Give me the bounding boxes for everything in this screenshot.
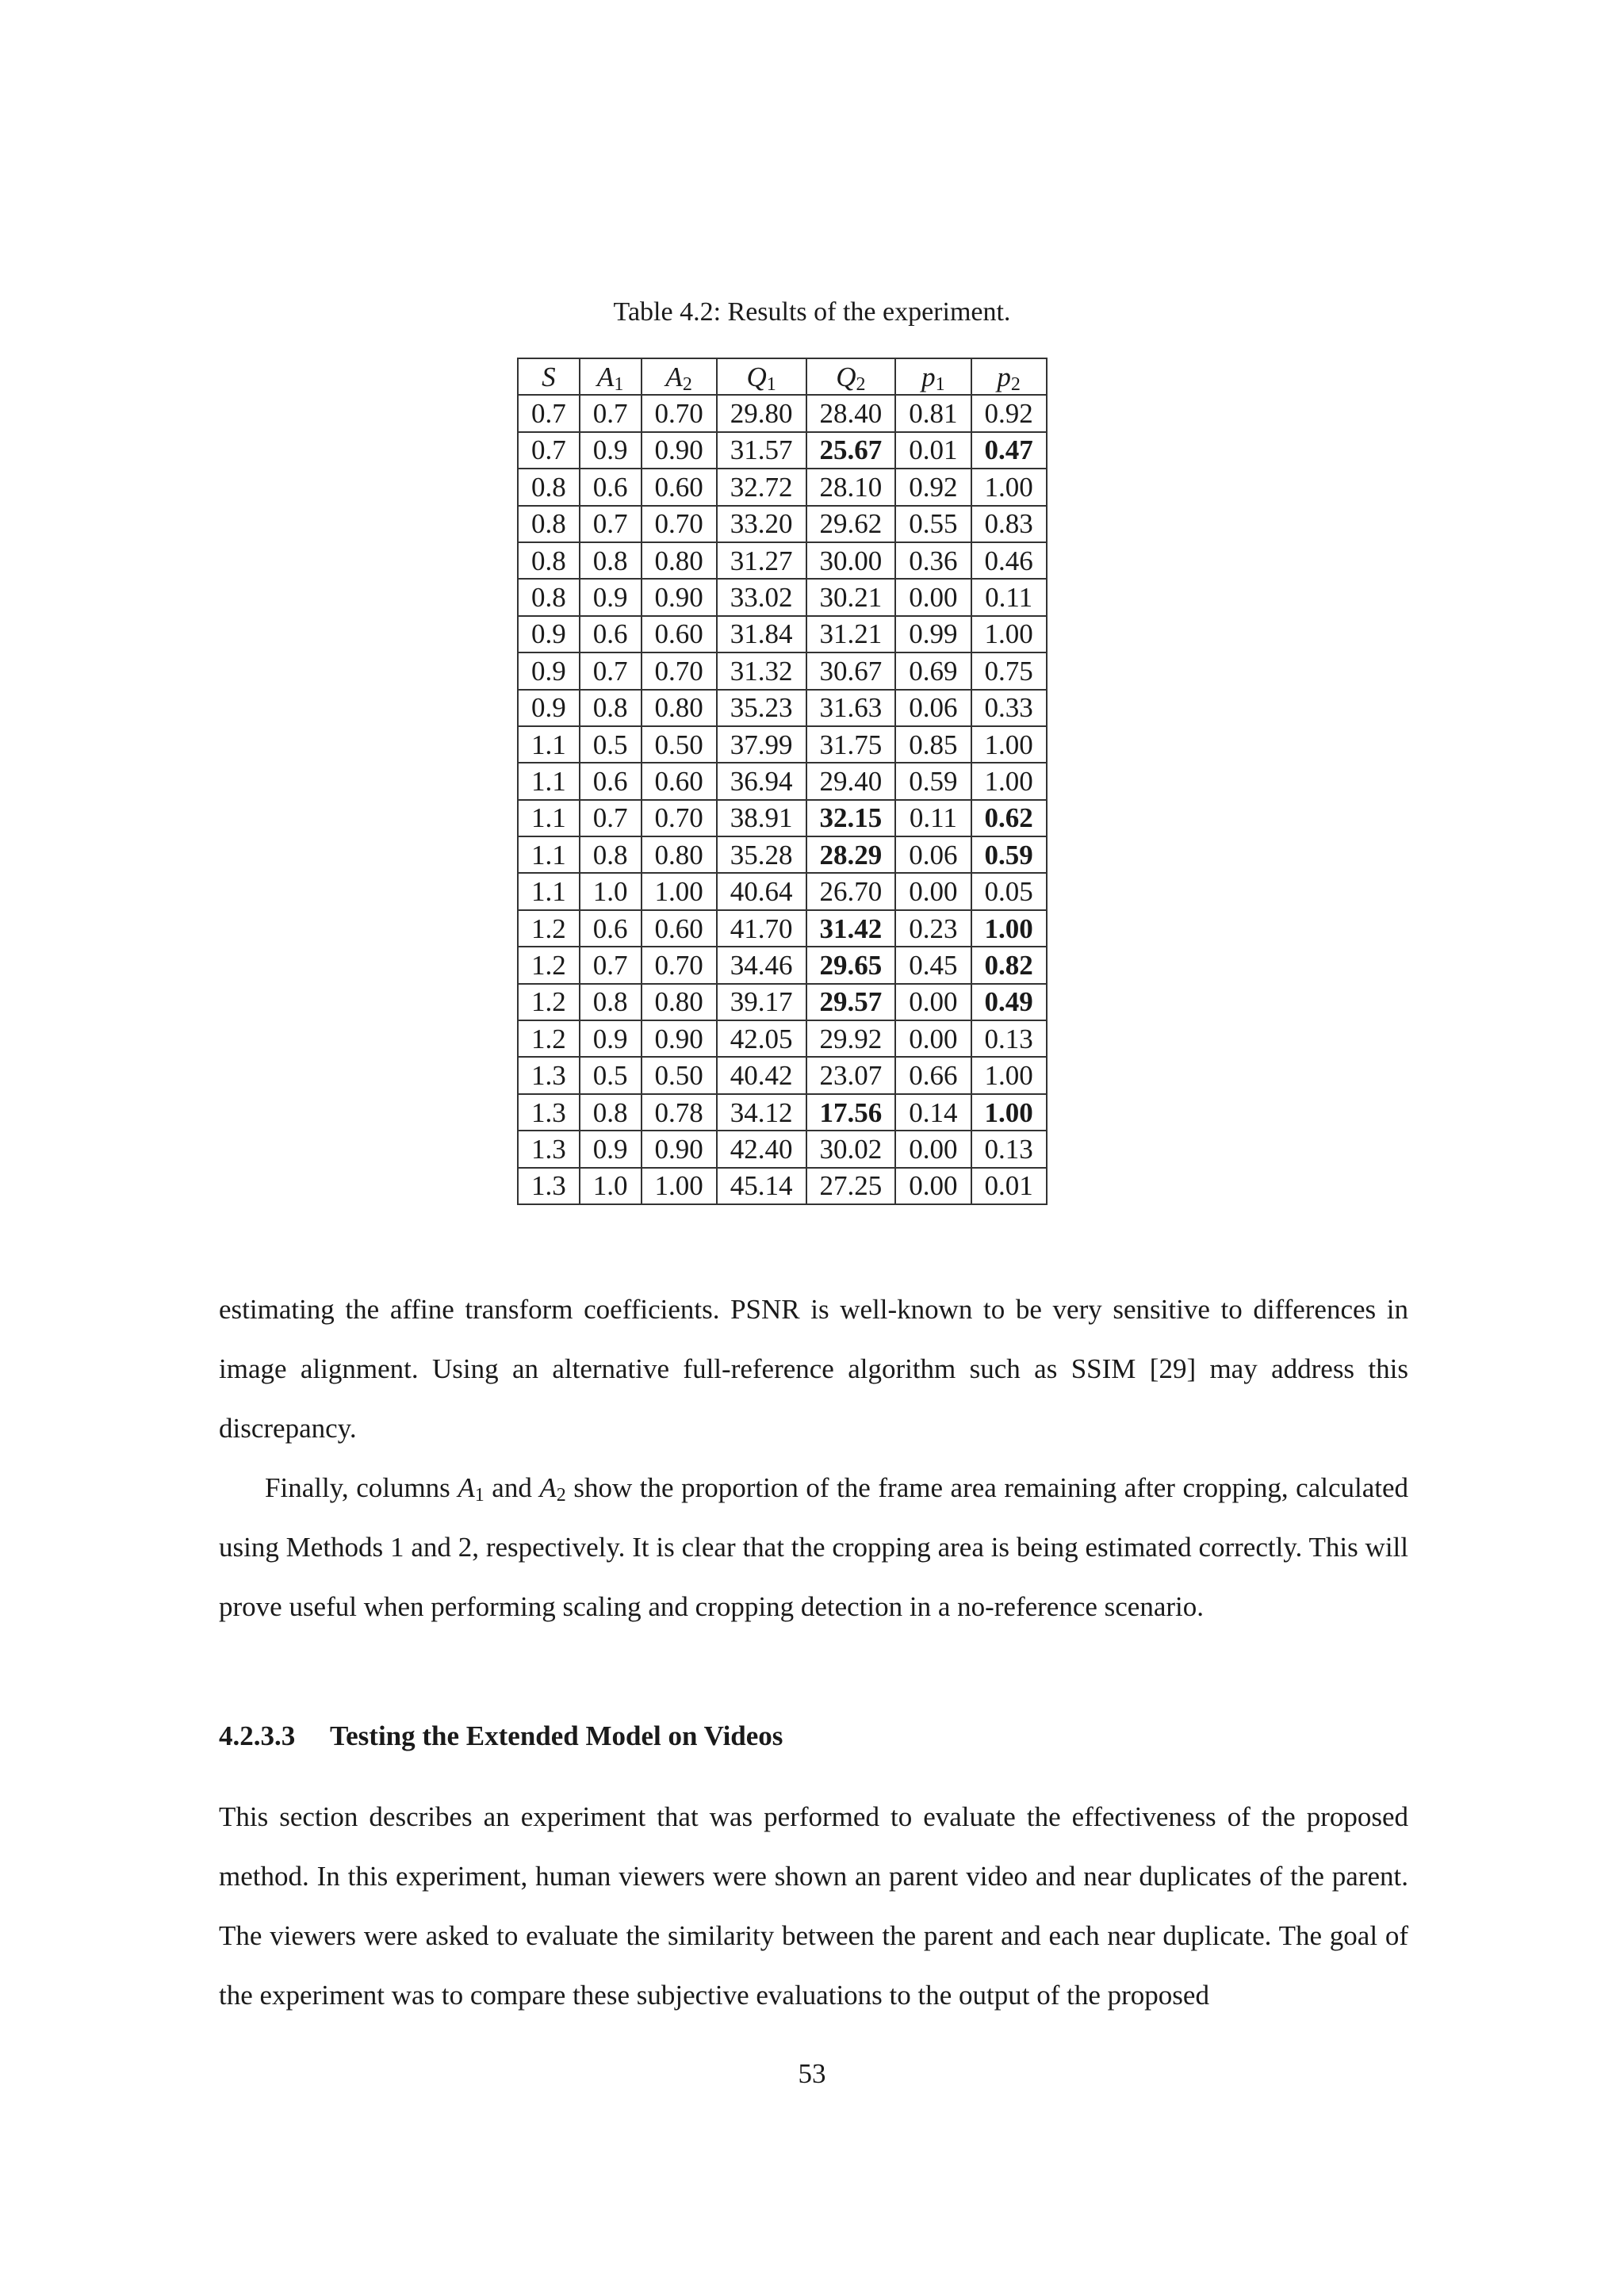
table-cell: 0.70 xyxy=(642,395,717,431)
table-cell: 0.83 xyxy=(971,506,1047,542)
table-cell: 1.00 xyxy=(971,726,1047,763)
table-cell: 0.6 xyxy=(580,910,642,947)
table-cell: 1.2 xyxy=(518,947,580,983)
table-cell: 29.80 xyxy=(717,395,806,431)
table-cell: 0.45 xyxy=(895,947,971,983)
table-cell: 31.21 xyxy=(806,616,896,652)
table-cell: 0.9 xyxy=(518,652,580,689)
table-cell: 1.2 xyxy=(518,984,580,1020)
table-cell: 0.59 xyxy=(895,763,971,799)
table-cell: 31.27 xyxy=(717,542,806,579)
table-cell: 0.8 xyxy=(580,1094,642,1131)
table-cell: 0.11 xyxy=(971,579,1047,615)
paragraph-columns: Finally, columns $A_1$ and $A_2$ show the proportion of the frame area remaining after cropping, calculated using Methods 1 and 2, respectively. It is clear that the cropping area is being estimated correctly. This will prove useful when performing scaling and cropping detection in a no-reference scenario. xyxy=(219,1472,1408,1622)
table-cell: 0.7 xyxy=(580,395,642,431)
table-cell: 0.70 xyxy=(642,506,717,542)
table-cell: 0.8 xyxy=(580,984,642,1020)
table-cell: 35.28 xyxy=(717,836,806,873)
table-cell: 37.99 xyxy=(717,726,806,763)
table-cell: 0.9 xyxy=(580,579,642,615)
table-cell: 28.29 xyxy=(806,836,896,873)
table-cell: 31.63 xyxy=(806,690,896,726)
table-cell: 0.70 xyxy=(642,800,717,836)
table-cell: 1.2 xyxy=(518,910,580,947)
table-cell: 29.40 xyxy=(806,763,896,799)
table-cell: 0.6 xyxy=(580,616,642,652)
table-cell: 1.00 xyxy=(971,469,1047,505)
table-row xyxy=(518,1168,1047,1204)
table-cell: 40.42 xyxy=(717,1057,806,1093)
table-cell: 0.75 xyxy=(971,652,1047,689)
table-row xyxy=(518,947,1047,983)
table-cell: 0.70 xyxy=(642,652,717,689)
table-row xyxy=(518,1131,1047,1167)
table-cell: 38.91 xyxy=(717,800,806,836)
table-cell: 0.7 xyxy=(518,432,580,469)
table-cell: 1.1 xyxy=(518,836,580,873)
table-cell: 0.60 xyxy=(642,616,717,652)
table-cell: 1.1 xyxy=(518,800,580,836)
table-cell: 30.02 xyxy=(806,1131,896,1167)
table-cell: 31.32 xyxy=(717,652,806,689)
table-cell: 34.12 xyxy=(717,1094,806,1131)
table-cell: 30.67 xyxy=(806,652,896,689)
table-cell: 0.46 xyxy=(971,542,1047,579)
table-cell: 25.67 xyxy=(806,432,896,469)
table-cell: 1.00 xyxy=(971,1094,1047,1131)
table-cell: 0.55 xyxy=(895,506,971,542)
table-cell: 1.3 xyxy=(518,1057,580,1093)
table-cell: 1.00 xyxy=(971,616,1047,652)
column-header: $p_2$ xyxy=(971,358,1047,395)
table-cell: 0.69 xyxy=(895,652,971,689)
table-cell: 41.70 xyxy=(717,910,806,947)
table-cell: 0.00 xyxy=(895,984,971,1020)
table-cell: 42.40 xyxy=(717,1131,806,1167)
table-cell: 31.42 xyxy=(806,910,896,947)
table-cell: 30.21 xyxy=(806,579,896,615)
table-cell: 0.60 xyxy=(642,910,717,947)
table-cell: 0.7 xyxy=(580,947,642,983)
table-cell: 0.78 xyxy=(642,1094,717,1131)
table-cell: 0.6 xyxy=(580,469,642,505)
column-header: $Q_2$ xyxy=(806,358,896,395)
table-cell: 31.75 xyxy=(806,726,896,763)
table-row xyxy=(518,542,1047,579)
table-cell: 1.00 xyxy=(971,1057,1047,1093)
table-cell: 23.07 xyxy=(806,1057,896,1093)
table-cell: 31.57 xyxy=(717,432,806,469)
table-cell: 0.01 xyxy=(895,432,971,469)
table-row xyxy=(518,1094,1047,1131)
table-cell: 0.5 xyxy=(580,726,642,763)
table-cell: 35.23 xyxy=(717,690,806,726)
table-cell: 0.70 xyxy=(642,947,717,983)
table-cell: 0.90 xyxy=(642,432,717,469)
table-row xyxy=(518,432,1047,469)
table-cell: 45.14 xyxy=(717,1168,806,1204)
table-cell: 42.05 xyxy=(717,1020,806,1057)
column-header: S xyxy=(518,358,580,395)
table-cell: 36.94 xyxy=(717,763,806,799)
section-title: Testing the Extended Model on Videos xyxy=(330,1720,783,1751)
table-cell: 0.90 xyxy=(642,1131,717,1167)
table-row xyxy=(518,506,1047,542)
table-cell: 1.3 xyxy=(518,1168,580,1204)
table-cell: 0.9 xyxy=(518,616,580,652)
table-cell: 0.8 xyxy=(518,506,580,542)
table-cell: 1.2 xyxy=(518,1020,580,1057)
table-row xyxy=(518,800,1047,836)
table-cell: 0.9 xyxy=(580,432,642,469)
table-cell: 0.50 xyxy=(642,726,717,763)
table-cell: 1.00 xyxy=(971,910,1047,947)
table-cell: 29.65 xyxy=(806,947,896,983)
table-cell: 0.5 xyxy=(580,1057,642,1093)
table-cell: 29.57 xyxy=(806,984,896,1020)
table-cell: 39.17 xyxy=(717,984,806,1020)
table-row xyxy=(518,763,1047,799)
table-cell: 0.23 xyxy=(895,910,971,947)
table-cell: 0.8 xyxy=(518,579,580,615)
table-cell: 0.59 xyxy=(971,836,1047,873)
table-cell: 0.8 xyxy=(580,690,642,726)
results-table xyxy=(517,358,1048,1205)
table-row xyxy=(518,652,1047,689)
table-cell: 0.90 xyxy=(642,1020,717,1057)
table-cell: 0.33 xyxy=(971,690,1047,726)
table-cell: 29.62 xyxy=(806,506,896,542)
table-cell: 26.70 xyxy=(806,873,896,909)
table-cell: 0.62 xyxy=(971,800,1047,836)
table-cell: 0.06 xyxy=(895,836,971,873)
table-cell: 1.1 xyxy=(518,763,580,799)
table-row xyxy=(518,395,1047,431)
table-cell: 28.40 xyxy=(806,395,896,431)
table-cell: 0.05 xyxy=(971,873,1047,909)
table-cell: 0.8 xyxy=(580,542,642,579)
table-cell: 0.60 xyxy=(642,469,717,505)
table-cell: 0.00 xyxy=(895,873,971,909)
table-cell: 0.8 xyxy=(518,469,580,505)
table-cell: 0.99 xyxy=(895,616,971,652)
table-cell: 0.8 xyxy=(580,836,642,873)
table-cell: 33.02 xyxy=(717,579,806,615)
table-cell: 29.92 xyxy=(806,1020,896,1057)
table-cell: 0.90 xyxy=(642,579,717,615)
table-cell: 1.00 xyxy=(642,1168,717,1204)
symbol-a1: $A_1$ xyxy=(458,1472,485,1506)
table-cell: 0.7 xyxy=(518,395,580,431)
table-cell: 0.80 xyxy=(642,690,717,726)
table-cell: 0.92 xyxy=(895,469,971,505)
page-number: 53 xyxy=(798,2058,826,2089)
table-cell: 32.15 xyxy=(806,800,896,836)
column-header: $p_1$ xyxy=(895,358,971,395)
table-cell: 0.7 xyxy=(580,506,642,542)
paragraph-experiment: This section describes an experiment that was performed to evaluate the effectiveness of the proposed method. In this experiment, human viewers were shown an parent video and near duplicates of the parent. The viewers were asked to evaluate the similarity between the parent and each near duplicate. The goal of the experiment was to compare these subjective evaluations to the output of the proposed xyxy=(219,1801,1408,2011)
table-cell: 0.80 xyxy=(642,984,717,1020)
table-row xyxy=(518,910,1047,947)
table-cell: 0.14 xyxy=(895,1094,971,1131)
paragraph-psnr: estimating the affine transform coefficients. PSNR is well-known to be very sensitive to differences in image alignment. Using an alternative full-reference algorithm such as SSIM [29] may address this discrepancy. xyxy=(219,1294,1408,1444)
column-header: $Q_1$ xyxy=(717,358,806,395)
table-cell: 34.46 xyxy=(717,947,806,983)
column-header: $A_2$ xyxy=(642,358,717,395)
table-cell: 0.36 xyxy=(895,542,971,579)
table-cell: 28.10 xyxy=(806,469,896,505)
table-cell: 0.00 xyxy=(895,579,971,615)
table-row xyxy=(518,1057,1047,1093)
body-text xyxy=(219,1280,1408,1636)
table-cell: 0.01 xyxy=(971,1168,1047,1204)
table-cell: 0.60 xyxy=(642,763,717,799)
table-cell: 0.7 xyxy=(580,800,642,836)
column-header: $A_1$ xyxy=(580,358,642,395)
table-row xyxy=(518,469,1047,505)
table-row xyxy=(518,726,1047,763)
table-row xyxy=(518,873,1047,909)
table-row xyxy=(518,579,1047,615)
table-cell: 0.85 xyxy=(895,726,971,763)
table-cell: 1.3 xyxy=(518,1094,580,1131)
table-cell: 0.82 xyxy=(971,947,1047,983)
symbol-a2: $A_2$ xyxy=(539,1472,566,1506)
table-cell: 0.6 xyxy=(580,763,642,799)
table-cell: 0.7 xyxy=(580,652,642,689)
table-cell: 40.64 xyxy=(717,873,806,909)
table-cell: 0.66 xyxy=(895,1057,971,1093)
table-cell: 0.13 xyxy=(971,1020,1047,1057)
table-cell: 32.72 xyxy=(717,469,806,505)
table-cell: 17.56 xyxy=(806,1094,896,1131)
table-cell: 0.80 xyxy=(642,542,717,579)
section-heading xyxy=(219,1719,783,1754)
table-cell: 0.06 xyxy=(895,690,971,726)
table-row xyxy=(518,1020,1047,1057)
table-cell: 0.11 xyxy=(895,800,971,836)
table-cell: 0.92 xyxy=(971,395,1047,431)
table-cell: 1.3 xyxy=(518,1131,580,1167)
table-cell: 1.1 xyxy=(518,726,580,763)
table-header-row xyxy=(518,358,1047,395)
table-cell: 0.9 xyxy=(580,1020,642,1057)
table-cell: 1.0 xyxy=(580,873,642,909)
table-cell: 1.00 xyxy=(971,763,1047,799)
table-cell: 0.8 xyxy=(518,542,580,579)
table-cell: 0.00 xyxy=(895,1131,971,1167)
table-cell: 0.00 xyxy=(895,1020,971,1057)
table-cell: 1.0 xyxy=(580,1168,642,1204)
table-cell: 0.80 xyxy=(642,836,717,873)
table-row xyxy=(518,984,1047,1020)
table-cell: 27.25 xyxy=(806,1168,896,1204)
table-cell: 0.47 xyxy=(971,432,1047,469)
table-cell: 0.9 xyxy=(518,690,580,726)
table-cell: 0.81 xyxy=(895,395,971,431)
table-row xyxy=(518,690,1047,726)
table-cell: 33.20 xyxy=(717,506,806,542)
table-cell: 0.50 xyxy=(642,1057,717,1093)
table-cell: 0.13 xyxy=(971,1131,1047,1167)
table-cell: 31.84 xyxy=(717,616,806,652)
table-row xyxy=(518,616,1047,652)
table-caption: Table 4.2: Results of the experiment. xyxy=(613,297,1011,327)
table-cell: 1.00 xyxy=(642,873,717,909)
table-cell: 0.49 xyxy=(971,984,1047,1020)
section-number: 4.2.3.3 xyxy=(219,1720,296,1751)
table-cell: 0.00 xyxy=(895,1168,971,1204)
table-cell: 30.00 xyxy=(806,542,896,579)
table-cell: 0.9 xyxy=(580,1131,642,1167)
table-row xyxy=(518,836,1047,873)
table-cell: 1.1 xyxy=(518,873,580,909)
